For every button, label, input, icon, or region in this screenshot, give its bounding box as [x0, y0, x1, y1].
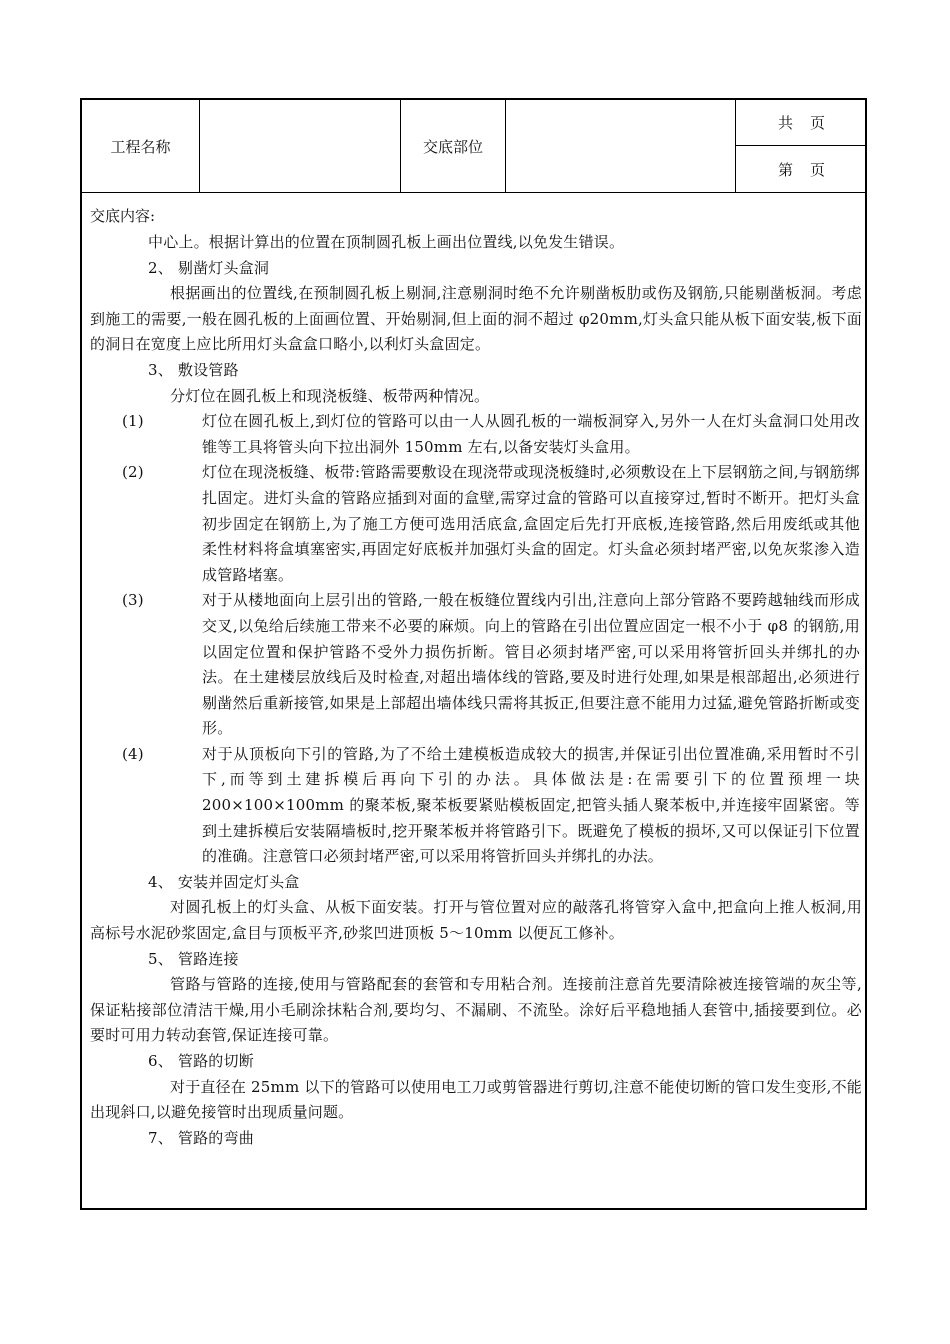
list-item — [90, 460, 862, 588]
disclosure-form — [80, 98, 867, 1210]
location-label: 交底部位 — [422, 137, 483, 156]
content-label: 交底内容: — [90, 207, 156, 225]
list-number: (4) — [122, 744, 144, 763]
list-number: (3) — [122, 591, 144, 610]
project-name-label: 工程名称 — [110, 137, 171, 156]
list-text: 灯位在现浇板缝、板带:管路需要敷设在现浇带或现浇板缝时,必须敷设在上下层钢筋之间,与钢筋绑扎固定。进灯头盒的管路应插到对面的盒壁,需穿过盒的管路可以直接穿过,暂时不断开。把灯头盒初步固定在钢筋上,为了施工方便可选用活底盒,盒固定后先打开底板,连接管路,然后用废纸或其他柔性材料将盒填塞密实,再固定好底板并加强灯头盒的固定。灯头盒必须封堵严密,以免灰浆渗入造成管路堵塞。 — [202, 463, 860, 584]
list-item — [90, 742, 862, 870]
paragraph: 对于直径在 25mm 以下的管路可以使用电工刀或剪管器进行剪切,注意不能使切断的管口发生变形,不能出现斜口,以避免接管时出现质量问题。 — [90, 1077, 862, 1122]
total-pages — [736, 100, 865, 145]
section-heading: 4、 安装并固定灯头盒 — [148, 872, 300, 891]
disclosure-content — [90, 204, 862, 1151]
total-suffix: 页 — [809, 114, 825, 132]
project-name-value[interactable] — [200, 100, 400, 192]
list-number: (1) — [122, 412, 144, 431]
paragraph: 管路与管路的连接,使用与管路配套的套管和专用粘合剂。连接前注意首先要清除被连接管端的灰尘等,保证粘接部位清洁干燥,用小毛刷涂抹粘合剂,要均匀、不漏刷、不流坠。涂好后平稳地插人套管中,插接要到位。必要时可用力转动套管,保证连接可靠。 — [90, 975, 862, 1045]
paragraph: 对圆孔板上的灯头盒、从板下面安装。打开与管位置对应的敲落孔将管穿入盒中,把盒向上推人板洞,用高标号水泥砂浆固定,盒目与顶板平齐,砂浆凹进顶板 5～10mm 以便瓦工修补。 — [90, 898, 862, 943]
section-heading: 7、 管路的弯曲 — [148, 1128, 254, 1147]
section-heading: 6、 管路的切断 — [148, 1052, 254, 1070]
section-heading: 5、 管路连接 — [148, 949, 239, 968]
list-text: 灯位在圆孔板上,到灯位的管路可以由一人从圆孔板的一端板洞穿入,另外一人在灯头盒洞口处用改锥等工具将管头向下拉出洞外 150mm 左右,以备安装灯头盒用。 — [202, 412, 860, 456]
page-prefix: 第 — [778, 160, 794, 179]
section-heading: 2、 剔凿灯头盒洞 — [148, 258, 270, 277]
list-number: (2) — [122, 463, 144, 482]
current-page — [736, 146, 865, 192]
list-item — [90, 409, 862, 460]
location-value[interactable] — [506, 100, 735, 192]
form-header — [82, 100, 865, 193]
paragraph: 根据画出的位置线,在预制圆孔板上剔洞,注意剔洞时绝不允许剔凿板肋或伤及钢筋,只能剔凿板洞。考虑到施工的需要,一般在圆孔板的上面画位置、开始剔洞,但上面的洞不超过 φ20mm,灯头盒只能从板下面安装,板下面的洞日在宽度上应比所用灯头盒盒口略小,以利灯头盒固定。 — [90, 284, 862, 354]
page-suffix: 页 — [809, 160, 825, 179]
paragraph: 分灯位在圆孔板上和现浇板缝、板带两种情况。 — [170, 386, 490, 405]
list-text: 对于从楼地面向上层引出的管路,一般在板缝位置线内引出,注意向上部分管路不要跨越轴线而形成交叉,以兔给后续施工带来不必要的麻烦。向上的管路在引出位置应固定一根不小于 φ8 的钢筋,用以固定位置和保护管路不受外力损伤折断。管目必须封堵严密,可以采用将管折回头并绑扎的办法。在土建楼层放线后及时检查,对超出墙体线的管路,要及时进行处理,如果是根部超出,必须进行剔凿然后重新接管,如果是上部超出墙体线只需将其扳正,但要注意不能用力过猛,避免管路折断或变形。 — [202, 591, 860, 738]
section-heading: 3、 敷设管路 — [148, 360, 239, 379]
paragraph: 中心上。根据计算出的位置在顶制圆孔板上画出位置线,以免发生错误。 — [148, 233, 625, 251]
list-item — [90, 588, 862, 742]
list-text: 对于从顶板向下引的管路,为了不给土建模板造成较大的损害,并保证引出位置准确,采用暂时不引下,而等到土建拆模后再向下引的办法。具体做法是:在需要引下的位置预埋一块200×100×100mm 的聚苯板,聚苯板要紧贴模板固定,把管头插人聚苯板中,并连接牢固紧密。等到土建拆模后安装隔墙板时,挖开聚苯板并将管路引下。既避免了模板的损坏,又可以保证引下位置的准确。注意管口必须封堵严密,可以采用将管折回头并绑扎的办法。 — [202, 744, 860, 866]
total-prefix: 共 — [778, 114, 794, 132]
